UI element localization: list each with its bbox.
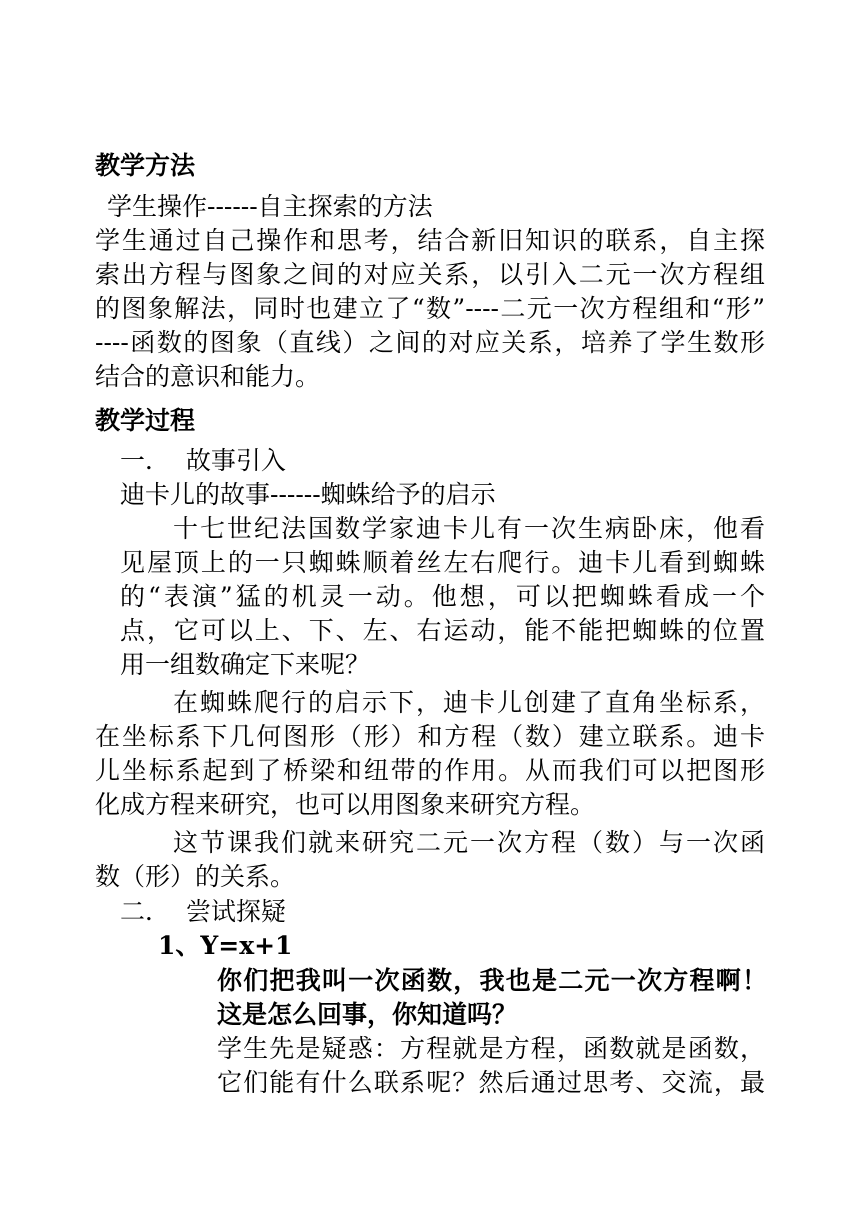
paragraph-line: 在坐标系下几何图形（形）和方程（数）建立联系。迪卡 (95, 722, 765, 751)
paragraph-line: 学生先是疑惑：方程就是方程，函数就是函数， (217, 1034, 765, 1063)
paragraph-line: 你们把我叫一次函数，我也是二元一次方程啊！ (217, 966, 767, 995)
item1-label: 1、Y=x+1 (158, 931, 293, 960)
paragraph-line: 在蜘蛛爬行的启示下，迪卡儿创建了直角坐标系， (173, 688, 765, 717)
section-title-teaching-method: 教学方法 (95, 151, 196, 180)
paragraph-line: 点，它可以上、下、左、右运动，能不能把蜘蛛的位置 (120, 616, 765, 645)
paragraph-line: 它们能有什么联系呢？然后通过思考、交流，最 (217, 1068, 765, 1097)
paragraph-line: 索出方程与图象之间的对应关系，以引入二元一次方程组 (95, 260, 765, 289)
paragraph-line: 的图象解法，同时也建立了“数”----二元一次方程组和“形” (95, 294, 765, 323)
paragraph-line: 见屋顶上的一只蜘蛛顺着丝左右爬行。迪卡儿看到蜘蛛 (120, 548, 765, 577)
part2-heading: 二． 尝试探疑 (120, 897, 286, 926)
paragraph-line: 儿坐标系起到了桥梁和纽带的作用。从而我们可以把图形 (95, 756, 765, 785)
part1-heading: 一． 故事引入 (120, 446, 286, 475)
story-title: 迪卡儿的故事------蜘蛛给予的启示 (120, 480, 496, 509)
section-title-teaching-process: 教学过程 (95, 406, 196, 435)
paragraph-line: 用一组数确定下来呢？ (120, 650, 371, 679)
paragraph-line: 十七世纪法国数学家迪卡儿有一次生病卧床，他看 (173, 514, 765, 543)
paragraph-line: 数（形）的关系。 (95, 862, 296, 891)
paragraph-line: 的“表演”猛的机灵一动。他想，可以把蜘蛛看成一个 (120, 582, 765, 611)
paragraph-line: 这节课我们就来研究二元一次方程（数）与一次函 (173, 828, 765, 857)
method-subtitle: 学生操作------自主探索的方法 (107, 192, 433, 221)
paragraph-line: ----函数的图象（直线）之间的对应关系，培养了学生数形 (95, 328, 765, 357)
paragraph-line: 学生通过自己操作和思考，结合新旧知识的联系，自主探 (95, 226, 765, 255)
paragraph-line: 结合的意识和能力。 (95, 362, 321, 391)
paragraph-line: 化成方程来研究，也可以用图象来研究方程。 (95, 790, 596, 819)
paragraph-line: 这是怎么回事，你知道吗？ (217, 1000, 518, 1029)
